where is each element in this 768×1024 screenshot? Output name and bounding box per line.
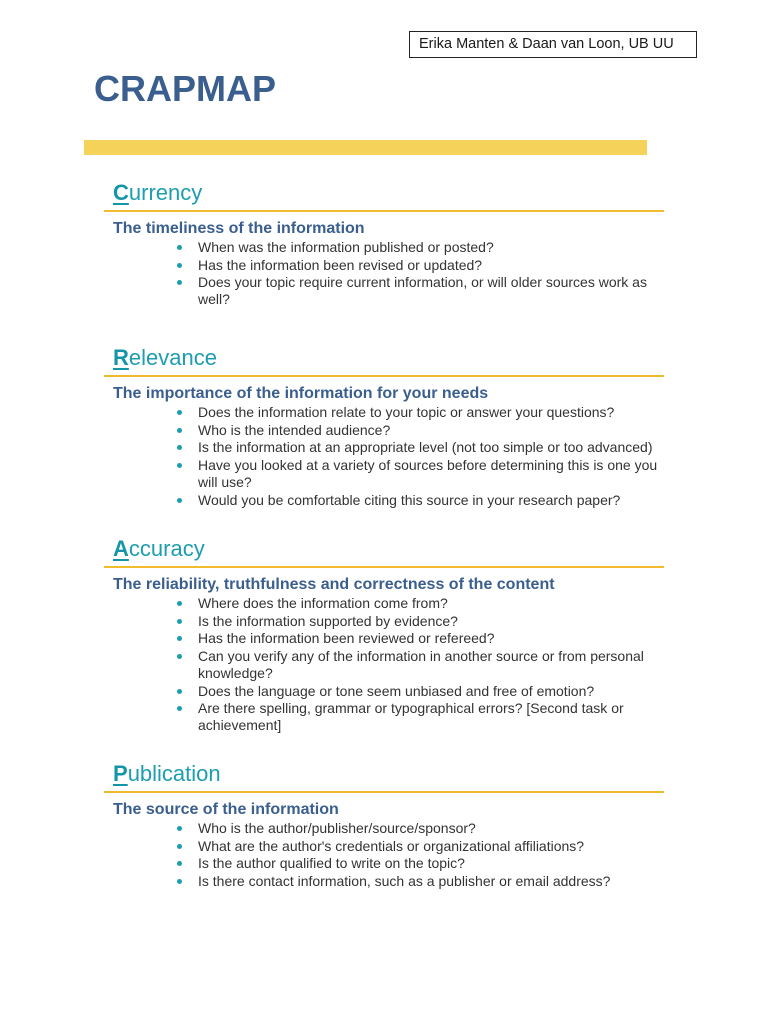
list-item: What are the author's credentials or organizational affiliations? <box>198 838 658 855</box>
page-title: CRAPMAP <box>94 68 277 109</box>
bullet-dot <box>177 636 182 641</box>
section-currency <box>104 179 664 309</box>
list-item: Has the information been revised or updated? <box>198 257 658 274</box>
section-subheading: The importance of the information for your needs <box>113 385 489 402</box>
heading-rest: urrency <box>128 180 203 205</box>
author-credit-text: Erika Manten & Daan van Loon, UB UU <box>419 36 674 52</box>
bullet-dot <box>177 879 182 884</box>
list-item: Have you looked at a variety of sources before determining this is one you will use? <box>198 457 658 491</box>
bullet-dot <box>177 826 182 831</box>
bullet-list <box>104 239 658 308</box>
bullet-list <box>104 404 658 509</box>
list-item: Is the author qualified to write on the topic? <box>198 855 658 872</box>
list-item: Does your topic require current information, or will older sources work as well? <box>198 274 658 308</box>
title-accent-bar <box>84 140 647 155</box>
heading-initial: C <box>113 180 129 205</box>
list-item: Does the information relate to your topic or answer your questions? <box>198 404 658 421</box>
bullet-dot <box>177 601 182 606</box>
heading-rest: ccuracy <box>128 536 205 561</box>
list-item: Are there spelling, grammar or typographical errors? [Second task or achievement] <box>198 700 658 734</box>
author-credit-box <box>409 31 697 58</box>
bullet-dot <box>177 861 182 866</box>
bullet-dot <box>177 428 182 433</box>
section-subheading: The source of the information <box>113 801 339 818</box>
heading-rest: elevance <box>128 345 217 370</box>
bullet-dot <box>177 280 182 285</box>
bullet-dot <box>177 844 182 849</box>
bullet-dot <box>177 463 182 468</box>
bullet-dot <box>177 263 182 268</box>
bullet-dot <box>177 654 182 659</box>
bullet-dot <box>177 245 182 250</box>
heading-rest: ublication <box>127 761 221 786</box>
heading-initial: P <box>113 761 128 786</box>
section-subheading: The reliability, truthfulness and correctness of the content <box>113 576 555 593</box>
list-item: Where does the information come from? <box>198 595 658 612</box>
list-item: Is the information at an appropriate level (not too simple or too advanced) <box>198 439 658 456</box>
list-item: When was the information published or posted? <box>198 239 658 256</box>
bullet-dot <box>177 689 182 694</box>
bullet-dot <box>177 445 182 450</box>
bullet-dot <box>177 706 182 711</box>
section-heading-publication <box>104 760 664 793</box>
heading-initial: A <box>113 536 129 561</box>
list-item: Would you be comfortable citing this source in your research paper? <box>198 492 658 509</box>
section-relevance <box>104 344 664 509</box>
section-heading-relevance <box>104 344 664 377</box>
list-item: Can you verify any of the information in another source or from personal knowledge? <box>198 648 658 682</box>
list-item: Has the information been reviewed or refereed? <box>198 630 658 647</box>
bullet-dot <box>177 619 182 624</box>
bullet-dot <box>177 410 182 415</box>
list-item: Is there contact information, such as a publisher or email address? <box>198 873 658 890</box>
bullet-list <box>104 595 658 734</box>
list-item: Who is the intended audience? <box>198 422 658 439</box>
section-heading-currency <box>104 179 664 212</box>
section-subheading: The timeliness of the information <box>113 220 365 237</box>
list-item: Is the information supported by evidence? <box>198 613 658 630</box>
section-heading-accuracy <box>104 535 664 568</box>
list-item: Who is the author/publisher/source/sponsor? <box>198 820 658 837</box>
heading-initial: R <box>113 345 129 370</box>
section-publication <box>104 760 664 891</box>
bullet-dot <box>177 498 182 503</box>
section-accuracy <box>104 535 664 735</box>
bullet-list <box>104 820 658 890</box>
list-item: Does the language or tone seem unbiased and free of emotion? <box>198 683 658 700</box>
